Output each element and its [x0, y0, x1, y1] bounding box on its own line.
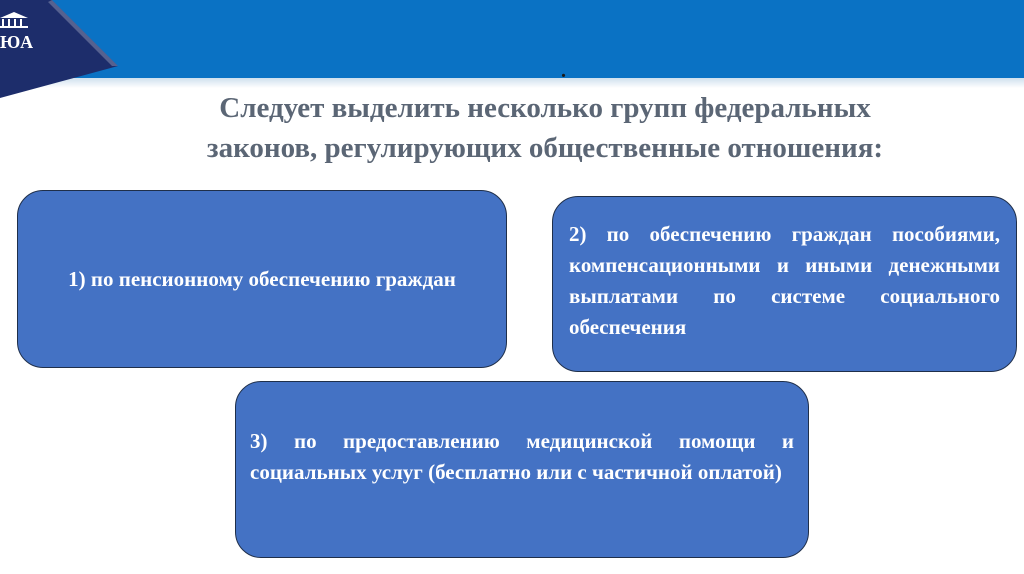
slide-title	[130, 88, 960, 168]
slide-title-line1: Следует выделить несколько групп федеральных	[219, 92, 871, 124]
group-box-3-text: 3) по предоставлению медицинской помощи и социальных услуг (бесплатно или с частичной оплатой)	[250, 429, 794, 484]
top-banner	[0, 0, 1024, 78]
group-box-3	[235, 381, 809, 558]
slide-dot: .	[561, 60, 566, 82]
logo-text: ЮА	[0, 32, 34, 52]
group-box-1-text: 1) по пенсионному обеспечению граждан	[68, 266, 456, 291]
banner-shadow	[0, 78, 1024, 88]
group-box-2	[552, 196, 1017, 372]
group-box-1	[17, 190, 507, 368]
building-icon	[0, 10, 28, 28]
slide-title-line2: законов, регулирующих общественные отношения:	[206, 132, 884, 164]
group-box-2-text: 2) по обеспечению граждан пособиями, компенсационными и иными денежными выплатами по системе социального обеспечения	[569, 222, 1000, 339]
